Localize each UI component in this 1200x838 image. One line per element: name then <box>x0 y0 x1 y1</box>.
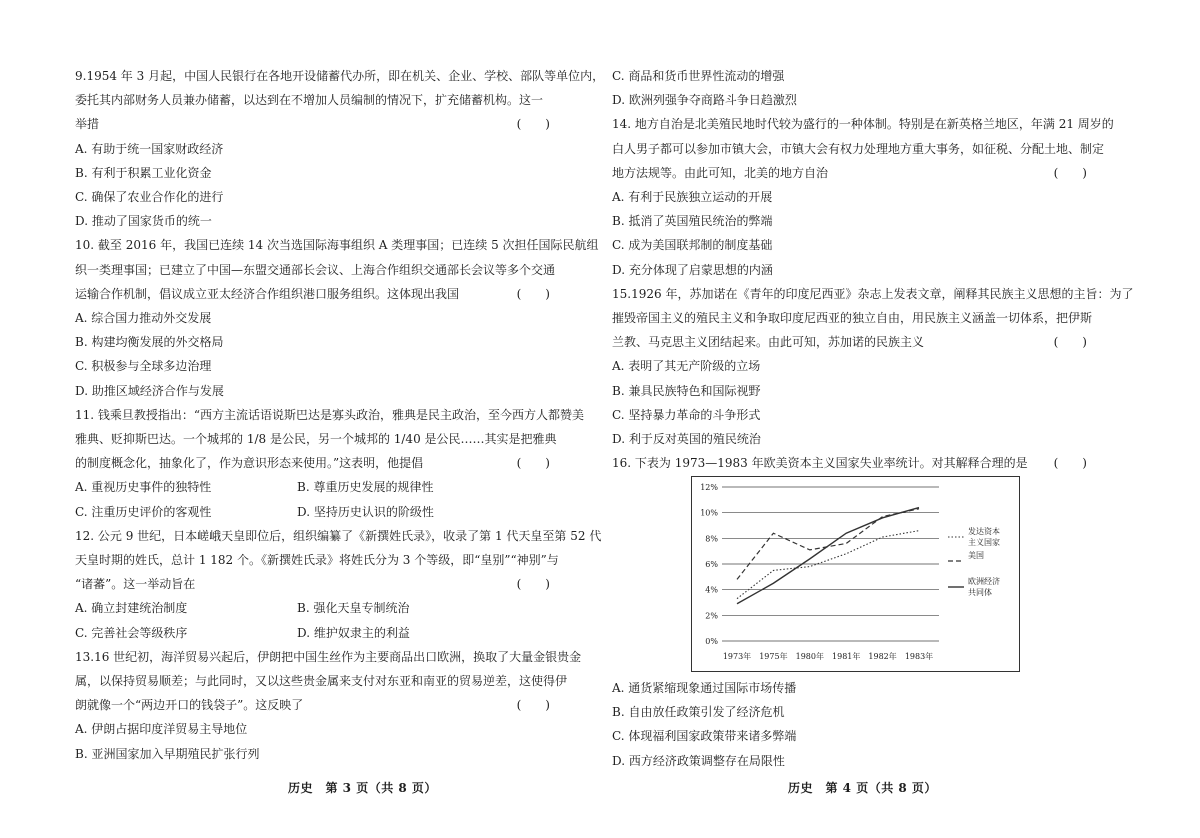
chart-x-tick-label: 1982年 <box>868 652 897 661</box>
question-10-answer-bracket: ( ) <box>516 286 550 301</box>
question-16-options <box>612 676 1087 773</box>
question-12-stem-line-2: 天皇时期的姓氏，总计 1 182 个。《新撰姓氏录》将姓氏分为 3 个等级，即“皇别”“神别”与 <box>75 553 559 568</box>
chart-y-tick-label: 12% <box>700 483 718 492</box>
question-13-option-a: A. 伊朗占据印度洋贸易主导地位 <box>75 722 248 737</box>
question-16-option-a: A. 通货紧缩现象通过国际市场传播 <box>612 681 797 695</box>
chart-y-tick-label: 2% <box>705 611 718 621</box>
question-13-stem-line-3: 朗就像一个“两边开口的钱袋子”。这反映了 <box>75 698 304 713</box>
question-12-stem-line-3: “诸蕃”。这一举动旨在 <box>75 577 196 592</box>
question-14-stem-line-3: 地方法规等。由此可知，北美的地方自治 <box>612 165 829 180</box>
question-12-option-c: C. 完善社会等级秩序 <box>75 625 188 640</box>
right-page-column <box>612 64 1134 475</box>
question-11-option-a: A. 重视历史事件的独特性 <box>75 480 212 495</box>
chart-y-tick-label: 4% <box>705 585 718 595</box>
chart-x-tick-label: 1981年 <box>832 652 861 661</box>
chart-legend-label-1: 主义国家 <box>968 538 1000 547</box>
question-9-stem-line-3: 举措 <box>75 117 100 132</box>
question-9-option-d: D. 推动了国家货币的统一 <box>75 214 212 229</box>
question-11 <box>75 403 585 524</box>
chart-y-tick-label: 0% <box>705 637 718 646</box>
question-15-option-a: A. 表明了其无产阶级的立场 <box>612 359 761 374</box>
question-12-option-a: A. 确立封建统治制度 <box>75 601 188 616</box>
question-9 <box>75 64 605 233</box>
chart-x-tick-label: 1973年 <box>722 652 752 661</box>
question-16-answer-bracket: ( ) <box>1053 456 1087 471</box>
question-13-stem-line-2: 属，以保持贸易顺差；与此同时，又以这些贵金属来支付对东亚和南亚的贸易逆差，这使得伊 <box>75 674 568 689</box>
footer-page-3: 历史 第 3 页（共 8 页） <box>288 781 437 795</box>
question-11-option-d: D. 坚持历史认识的阶级性 <box>297 504 434 519</box>
chart-x-tick-label: 1980年 <box>795 652 824 661</box>
question-13 <box>75 645 582 766</box>
question-12-stem-line-1: 12. 公元 9 世纪，日本嵯峨天皇即位后，组织编纂了《新撰姓氏录》，收录了第 1 代天皇至第 52 代 <box>75 528 602 543</box>
left-page-column <box>75 64 605 766</box>
question-9-option-a: A. 有助于统一国家财政经济 <box>75 141 224 156</box>
question-15-answer-bracket: ( ) <box>1053 335 1087 350</box>
question-11-answer-bracket: ( ) <box>516 456 550 471</box>
question-12-option-d: D. 维护奴隶主的利益 <box>297 625 410 640</box>
question-13-stem-line-1: 13.16 世纪初，海洋贸易兴起后，伊朗把中国生丝作为主要商品出口欧洲，换取了大量金银贵金 <box>75 649 582 664</box>
question-11-stem-line-2: 雅典、贬抑斯巴达。一个城邦的 1/8 是公民，另一个城邦的 1/40 是公民……其实是把雅典 <box>75 432 557 447</box>
question-13-option-d: D. 欧洲列强争夺商路斗争日趋激烈 <box>612 93 797 108</box>
chart-legend-label-3: 共同体 <box>968 588 992 597</box>
question-15-option-c: C. 坚持暴力革命的斗争形式 <box>612 407 761 422</box>
question-12-option-b: B. 强化天皇专制统治 <box>297 601 410 616</box>
question-11-stem-line-3: 的制度概念化，抽象化了，作为意识形态来使用。”这表明，他提倡 <box>75 456 424 471</box>
question-14-option-b: B. 抵消了英国殖民统治的弊端 <box>612 214 773 229</box>
question-16-stem-line-1: 16. 下表为 1973—1983 年欧美资本主义国家失业率统计。对其解释合理的是 <box>612 456 1028 471</box>
question-14-option-a: A. 有利于民族独立运动的开展 <box>612 190 773 205</box>
question-9-stem-line-1: 9.1954 年 3 月起，中国人民银行在各地开设储蓄代办所，即在机关、企业、学校、部队等单位内， <box>75 69 605 83</box>
question-16-option-c: C. 体现福利国家政策带来诸多弊端 <box>612 729 797 744</box>
question-10-stem-line-1: 10. 截至 2016 年，我国已连续 14 次当选国际海事组织 A 类理事国；已连续 5 次担任国际民航组 <box>75 238 599 253</box>
question-15-stem-line-2: 摧毁帝国主义的殖民主义和争取印度尼西亚的独立自由，用民族主义涵盖一切体系，把伊斯 <box>612 311 1093 326</box>
question-10-option-a: A. 综合国力推动外交发展 <box>75 311 212 326</box>
chart-legend-label-3: 欧洲经济 <box>968 577 1000 586</box>
question-15-option-d: D. 利于反对英国的殖民统治 <box>612 432 761 447</box>
question-15 <box>612 282 1134 451</box>
question-15-option-b: B. 兼具民族特色和国际视野 <box>612 383 761 398</box>
question-12 <box>75 524 602 645</box>
question-13-option-b: B. 亚洲国家加入早期殖民扩张行列 <box>75 746 260 761</box>
question-9-answer-bracket: ( ) <box>516 117 550 132</box>
question-15-stem-line-1: 15.1926 年，苏加诺在《青年的印度尼西亚》杂志上发表文章，阐释其民族主义思想的主旨：为了 <box>612 286 1134 301</box>
question-11-option-c: C. 注重历史评价的客观性 <box>75 504 212 519</box>
question-14 <box>612 112 1114 281</box>
question-14-option-d: D. 充分体现了启蒙思想的内涵 <box>612 262 773 277</box>
chart-y-tick-label: 6% <box>705 560 718 569</box>
chart-x-tick-label: 1975年 <box>759 652 788 661</box>
question-9-option-b: B. 有利于积累工业化资金 <box>75 165 212 180</box>
question-14-option-c: C. 成为美国联邦制的制度基础 <box>612 238 773 253</box>
question-11-stem-line-1: 11. 钱乘旦教授指出：“西方主流话语说斯巴达是寡头政治，雅典是民主政治，至今西方人都赞美 <box>75 407 585 422</box>
chart-series-line-2 <box>737 509 919 580</box>
question-16 <box>612 451 1087 475</box>
footer-page-4: 历史 第 4 页（共 8 页） <box>788 781 937 795</box>
question-10-option-d: D. 助推区域经济合作与发展 <box>75 383 224 398</box>
chart-legend-label-1: 发达资本 <box>968 527 1000 536</box>
question-10-option-b: B. 构建均衡发展的外交格局 <box>75 335 224 350</box>
unemployment-chart-svg <box>692 477 1019 671</box>
question-16-option-b: B. 自由放任政策引发了经济危机 <box>612 705 785 720</box>
question-13-option-c: C. 商品和货币世界性流动的增强 <box>612 69 785 83</box>
question-14-answer-bracket: ( ) <box>1053 165 1087 180</box>
question-16-option-d: D. 西方经济政策调整存在局限性 <box>612 753 785 768</box>
question-15-stem-line-3: 兰教、马克思主义团结起来。由此可知，苏加诺的民族主义 <box>612 335 925 350</box>
chart-legend-label-2: 美国 <box>968 551 984 560</box>
question-13-answer-bracket: ( ) <box>516 698 550 713</box>
question-14-stem-line-1: 14. 地方自治是北美殖民地时代较为盛行的一种体制。特别是在新英格兰地区，年满 21 周岁的 <box>612 117 1114 132</box>
unemployment-chart <box>691 476 1020 672</box>
question-11-option-b: B. 尊重历史发展的规律性 <box>297 480 434 495</box>
chart-x-tick-label: 1983年 <box>904 652 934 661</box>
question-10 <box>75 233 599 402</box>
question-10-stem-line-2: 织一类理事国；已建立了中国—东盟交通部长会议、上海合作组织交通部长会议等多个交通 <box>75 262 556 277</box>
question-10-stem-line-3: 运输合作机制，倡议成立亚太经济合作组织港口服务组织。这体现出我国 <box>75 286 460 301</box>
chart-y-tick-label: 10% <box>700 508 718 518</box>
question-9-option-c: C. 确保了农业合作化的进行 <box>75 190 224 205</box>
question-12-answer-bracket: ( ) <box>516 577 550 592</box>
question-10-option-c: C. 积极参与全球多边治理 <box>75 359 212 374</box>
question-14-stem-line-2: 白人男子都可以参加市镇大会，市镇大会有权力处理地方重大事务，如征税、分配土地、制定 <box>612 141 1105 156</box>
chart-y-tick-label: 8% <box>705 534 718 544</box>
question-9-stem-line-2: 委托其内部财务人员兼办储蓄，以达到在不增加人员编制的情况下，扩充储蓄机构。这一 <box>75 93 544 108</box>
